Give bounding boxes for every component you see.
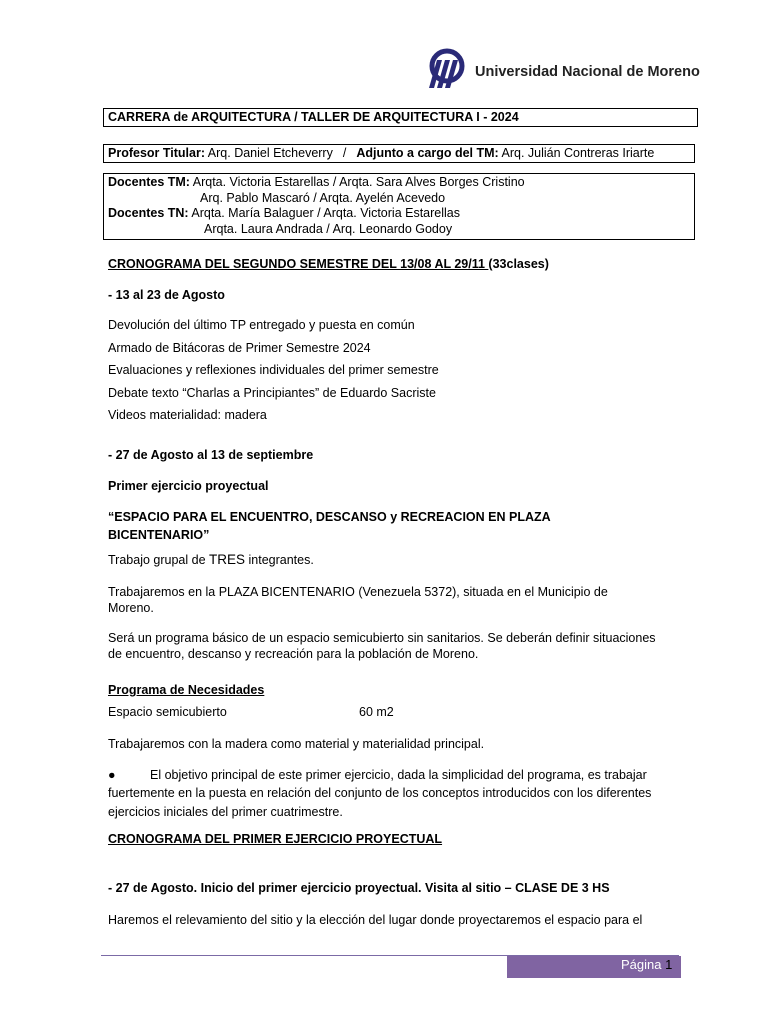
- objetivo-line1: [108, 767, 683, 783]
- page-indicator: [621, 957, 672, 972]
- docentes-tn-label: Docentes TN:: [108, 206, 189, 220]
- docentes-box: [103, 173, 695, 240]
- relevamiento-text: Haremos el relevamiento del sitio y la elección del lugar donde proyectaremos el espacio para el: [108, 913, 643, 927]
- list-item: Videos materialidad: madera: [108, 408, 267, 422]
- plaza-line1: Trabajaremos en la PLAZA BICENTENARIO (Venezuela 5372), situada en el Municipio de: [108, 585, 608, 599]
- programa-line1: Será un programa básico de un espacio semicubierto sin sanitarios. Se deberán definir situaciones: [108, 631, 656, 645]
- page-label: Página: [621, 957, 666, 972]
- docentes-tm-row: [108, 175, 690, 191]
- course-title-box: [103, 108, 698, 127]
- ejercicio-name-line1: “ESPACIO PARA EL ENCUENTRO, DESCANSO y RECREACION EN PLAZA: [108, 510, 551, 524]
- necesidad-row: [108, 704, 683, 720]
- university-name: Universidad Nacional de Moreno: [475, 64, 700, 80]
- grupal-bold: TRES: [209, 552, 246, 567]
- list-item: Armado de Bitácoras de Primer Semestre 2024: [108, 341, 371, 355]
- period-1-heading: - 13 al 23 de Agosto: [108, 288, 225, 302]
- plaza-line2: Moreno.: [108, 601, 154, 615]
- grupal-prefix: Trabajo grupal de: [108, 553, 209, 567]
- docentes-tm-line1: Arqta. Victoria Estarellas / Arqta. Sara Alves Borges Cristino: [189, 175, 525, 189]
- clase-heading: - 27 de Agosto. Inicio del primer ejercicio proyectual. Visita al sitio – CLASE DE 3 HS: [108, 881, 610, 895]
- cronograma-heading-main: CRONOGRAMA DEL SEGUNDO SEMESTRE DEL 13/08 AL 29/11: [108, 257, 489, 271]
- list-item: Debate texto “Charlas a Principiantes” de Eduardo Sacriste: [108, 386, 436, 400]
- objetivo-line1-text: El objetivo principal de este primer ejercicio, dada la simplicidad del programa, es trabajar: [150, 768, 647, 782]
- cronograma-ejercicio-heading: CRONOGRAMA DEL PRIMER EJERCICIO PROYECTUAL: [108, 832, 443, 846]
- period-2-heading: - 27 de Agosto al 13 de septiembre: [108, 448, 314, 462]
- professors-box: [103, 144, 695, 163]
- separator: /: [342, 146, 347, 160]
- necesidad-item: Espacio semicubierto: [108, 705, 227, 719]
- docentes-tn-line1: Arqta. María Balaguer / Arqta. Victoria Estarellas: [188, 206, 461, 220]
- cronograma-heading-tail: (33clases): [488, 257, 549, 271]
- adjunto-label: Adjunto a cargo del TM:: [356, 146, 499, 160]
- programa-line2: de encuentro, descanso y recreación para la población de Moreno.: [108, 647, 479, 661]
- list-item: Devolución del último TP entregado y puesta en común: [108, 318, 415, 332]
- docentes-tm-label: Docentes TM:: [108, 175, 190, 189]
- cronograma-heading: [108, 256, 683, 272]
- docentes-tn-line2: Arqta. Laura Andrada / Arq. Leonardo Godoy: [204, 221, 453, 236]
- necesidades-heading: Programa de Necesidades: [108, 683, 265, 697]
- trabajo-grupal: [108, 552, 683, 568]
- necesidad-value: 60 m2: [359, 705, 394, 719]
- madera-text: Trabajaremos con la madera como material y materialidad principal.: [108, 737, 485, 751]
- docentes-tn-row: [108, 206, 690, 222]
- titular-value: Arq. Daniel Etcheverry: [205, 146, 333, 160]
- objetivo-line3: ejercicios iniciales del primer cuatrimestre.: [108, 805, 343, 819]
- ejercicio-title: Primer ejercicio proyectual: [108, 479, 269, 493]
- titular-label: Profesor Titular:: [108, 146, 206, 160]
- list-item: Evaluaciones y reflexiones individuales del primer semestre: [108, 363, 439, 377]
- adjunto-value: Arq. Julián Contreras Iriarte: [498, 146, 655, 160]
- objetivo-line2: fuertemente en la puesta en relación del conjunto de los conceptos introducidos con los diferentes: [108, 786, 652, 800]
- course-title: CARRERA de ARQUITECTURA / TALLER DE ARQUITECTURA I - 2024: [108, 110, 519, 124]
- university-logo: [425, 46, 700, 92]
- ejercicio-name-line2: BICENTENARIO”: [108, 528, 210, 542]
- docentes-tm-line2: Arq. Pablo Mascaró / Arqta. Ayelén Acevedo: [200, 190, 446, 205]
- page-number: 1: [665, 957, 673, 972]
- grupal-suffix: integrantes.: [245, 553, 314, 567]
- bullet-icon: ●: [108, 768, 116, 782]
- unm-logo-icon: [425, 46, 465, 90]
